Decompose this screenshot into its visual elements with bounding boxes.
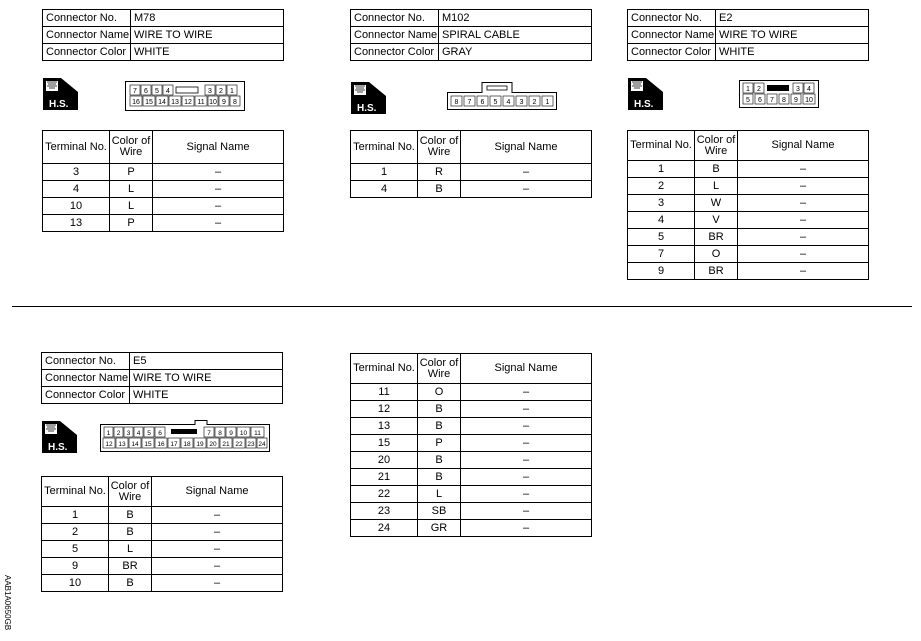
wire-color: L bbox=[110, 181, 153, 198]
pin: 4 bbox=[166, 88, 170, 95]
pin: 1 bbox=[545, 99, 550, 106]
wire-color: BR bbox=[695, 229, 738, 246]
header-row bbox=[628, 131, 869, 161]
wire-color: R bbox=[418, 164, 461, 181]
terminal-no: 23 bbox=[351, 503, 418, 520]
col-terminal: Terminal No. bbox=[351, 354, 418, 384]
pin: 24 bbox=[258, 441, 266, 448]
pin: 2 bbox=[116, 430, 121, 437]
connector-name: WIRE TO WIRE bbox=[131, 27, 284, 44]
connector-face-e5 bbox=[100, 420, 270, 452]
pin: 12 bbox=[184, 99, 192, 106]
pin: 4 bbox=[807, 86, 811, 93]
col-terminal: Terminal No. bbox=[42, 477, 109, 507]
terminal-no: 7 bbox=[628, 246, 695, 263]
terminal-no: 15 bbox=[351, 435, 418, 452]
hs-label: H.S. bbox=[48, 442, 68, 453]
table-row bbox=[351, 469, 592, 486]
pin: 7 bbox=[467, 99, 472, 106]
wire-color: P bbox=[418, 435, 461, 452]
signal-name: – bbox=[461, 469, 592, 486]
info-row-no bbox=[628, 10, 869, 27]
table-row bbox=[628, 229, 869, 246]
info-row-name bbox=[628, 27, 869, 44]
connector-info-e5 bbox=[41, 352, 283, 404]
pin: 1 bbox=[746, 86, 750, 93]
pin: 13 bbox=[171, 99, 179, 106]
terminal-no: 4 bbox=[43, 181, 110, 198]
connector-no: E5 bbox=[130, 353, 283, 370]
info-label: Connector No. bbox=[42, 353, 130, 370]
col-terminal: Terminal No. bbox=[628, 131, 695, 161]
pin: 8 bbox=[782, 97, 786, 104]
pin: 5 bbox=[746, 97, 750, 104]
pin: 9 bbox=[229, 430, 233, 437]
signal-name: – bbox=[152, 575, 283, 592]
signal-name: – bbox=[152, 558, 283, 575]
info-label: Connector Name bbox=[43, 27, 131, 44]
pin: 5 bbox=[147, 430, 151, 437]
table-row bbox=[351, 401, 592, 418]
terminal-no: 20 bbox=[351, 452, 418, 469]
signal-name: – bbox=[153, 181, 284, 198]
connector-info-e2 bbox=[627, 9, 869, 61]
connector-name: WIRE TO WIRE bbox=[130, 370, 283, 387]
terminal-table-e5-continued bbox=[350, 353, 592, 537]
pin: 13 bbox=[118, 441, 126, 448]
figure-code: AAB1A0650GB bbox=[3, 575, 12, 631]
wire-color: B bbox=[418, 181, 461, 198]
connector-name: SPIRAL CABLE bbox=[439, 27, 592, 44]
pin: 3 bbox=[796, 86, 800, 93]
wire-color: W bbox=[695, 195, 738, 212]
wire-color: B bbox=[109, 524, 152, 541]
terminal-table-m102 bbox=[350, 130, 592, 198]
terminal-no: 3 bbox=[628, 195, 695, 212]
terminal-no: 13 bbox=[43, 215, 110, 232]
pin: 10 bbox=[239, 430, 248, 437]
hs-connector-icon bbox=[351, 82, 386, 114]
pin: 6 bbox=[158, 430, 162, 437]
signal-name: – bbox=[738, 178, 869, 195]
info-row-no bbox=[42, 353, 283, 370]
col-color-line2: Wire bbox=[427, 367, 451, 380]
pin: 2 bbox=[532, 99, 537, 106]
col-signal: Signal Name bbox=[461, 131, 592, 164]
signal-name: – bbox=[461, 164, 592, 181]
info-row-color bbox=[43, 44, 284, 61]
signal-name: – bbox=[461, 401, 592, 418]
pin: 12 bbox=[105, 441, 113, 448]
col-color-line1: Color of bbox=[111, 135, 151, 147]
info-label: Connector No. bbox=[628, 10, 716, 27]
terminal-no: 4 bbox=[628, 212, 695, 229]
wire-color: O bbox=[418, 384, 461, 401]
pin: 9 bbox=[222, 99, 226, 106]
pin: 7 bbox=[770, 97, 774, 104]
terminal-no: 13 bbox=[351, 418, 418, 435]
col-color-line1: Color of bbox=[419, 356, 459, 369]
pin: 3 bbox=[126, 430, 131, 437]
signal-name: – bbox=[461, 452, 592, 469]
wire-color: B bbox=[418, 452, 461, 469]
terminal-no: 3 bbox=[43, 164, 110, 181]
pin: 14 bbox=[131, 441, 139, 448]
signal-name: – bbox=[461, 384, 592, 401]
table-row bbox=[42, 524, 283, 541]
signal-name: – bbox=[738, 229, 869, 246]
info-label: Connector Name bbox=[42, 370, 130, 387]
header-row bbox=[43, 131, 284, 164]
pin: 3 bbox=[519, 99, 524, 106]
pin: 1 bbox=[230, 88, 234, 95]
pin: 6 bbox=[480, 99, 485, 106]
terminal-no: 2 bbox=[42, 524, 109, 541]
terminal-no: 9 bbox=[628, 263, 695, 280]
signal-name: – bbox=[152, 507, 283, 524]
wire-color: O bbox=[695, 246, 738, 263]
signal-name: – bbox=[461, 418, 592, 435]
terminal-table-m78 bbox=[42, 130, 284, 232]
pin: 1 bbox=[106, 430, 111, 437]
signal-name: – bbox=[152, 541, 283, 558]
table-row bbox=[628, 178, 869, 195]
col-terminal: Terminal No. bbox=[351, 131, 418, 164]
wire-color: SB bbox=[418, 503, 461, 520]
wire-color: B bbox=[418, 401, 461, 418]
table-row bbox=[628, 212, 869, 229]
table-row bbox=[628, 263, 869, 280]
header-row bbox=[351, 131, 592, 164]
pin: 17 bbox=[170, 441, 178, 448]
pin: 15 bbox=[144, 441, 152, 448]
signal-name: – bbox=[738, 195, 869, 212]
terminal-table-e5 bbox=[41, 476, 283, 592]
pin: 19 bbox=[196, 441, 204, 448]
info-row-no bbox=[43, 10, 284, 27]
header-row bbox=[351, 354, 592, 384]
signal-name: – bbox=[461, 435, 592, 452]
pin: 3 bbox=[208, 88, 212, 95]
terminal-no: 24 bbox=[351, 520, 418, 537]
table-row bbox=[43, 181, 284, 198]
col-color bbox=[109, 477, 152, 507]
pin: 8 bbox=[454, 99, 459, 106]
pin: 22 bbox=[235, 441, 243, 448]
pin: 8 bbox=[218, 430, 222, 437]
col-color bbox=[418, 354, 461, 384]
pin: 4 bbox=[136, 430, 141, 437]
connector-face-m102 bbox=[447, 82, 557, 110]
signal-name: – bbox=[152, 524, 283, 541]
connector-info-m102 bbox=[350, 9, 592, 61]
signal-name: – bbox=[461, 181, 592, 198]
terminal-no: 22 bbox=[351, 486, 418, 503]
col-signal: Signal Name bbox=[461, 354, 592, 384]
info-row-name bbox=[43, 27, 284, 44]
pin: 11 bbox=[254, 430, 261, 437]
table-row bbox=[43, 215, 284, 232]
pin: 2 bbox=[219, 88, 223, 95]
signal-name: – bbox=[153, 215, 284, 232]
table-row bbox=[42, 507, 283, 524]
connector-no: M102 bbox=[439, 10, 592, 27]
table-row bbox=[351, 164, 592, 181]
pin: 23 bbox=[247, 441, 255, 448]
signal-name: – bbox=[153, 198, 284, 215]
pin: 14 bbox=[158, 99, 166, 106]
signal-name: – bbox=[738, 246, 869, 263]
col-color-line2: Wire bbox=[119, 146, 143, 158]
wire-color: BR bbox=[695, 263, 738, 280]
wire-color: L bbox=[109, 541, 152, 558]
pin: 8 bbox=[233, 99, 237, 106]
col-color bbox=[110, 131, 153, 164]
table-row bbox=[351, 520, 592, 537]
pin: 20 bbox=[209, 441, 217, 448]
terminal-no: 5 bbox=[628, 229, 695, 246]
pin: 2 bbox=[757, 86, 761, 93]
col-color-line1: Color of bbox=[110, 479, 150, 492]
wire-color: L bbox=[110, 198, 153, 215]
signal-name: – bbox=[738, 212, 869, 229]
col-color-line2: Wire bbox=[427, 146, 451, 158]
wire-color: B bbox=[418, 418, 461, 435]
wire-color: L bbox=[695, 178, 738, 195]
table-row bbox=[351, 452, 592, 469]
terminal-no: 12 bbox=[351, 401, 418, 418]
terminal-table-e2 bbox=[627, 130, 869, 280]
pin: 5 bbox=[155, 88, 159, 95]
terminal-no: 1 bbox=[351, 164, 418, 181]
pin: 5 bbox=[493, 99, 498, 106]
pin: 7 bbox=[207, 430, 211, 437]
col-signal: Signal Name bbox=[738, 131, 869, 161]
info-row-name bbox=[351, 27, 592, 44]
info-label: Connector No. bbox=[351, 10, 439, 27]
wire-color: B bbox=[109, 507, 152, 524]
wire-color: GR bbox=[418, 520, 461, 537]
col-color-line1: Color of bbox=[696, 133, 736, 146]
connector-info-m78 bbox=[42, 9, 284, 61]
section-divider bbox=[12, 306, 912, 307]
pin: 9 bbox=[794, 97, 798, 104]
table-row bbox=[42, 575, 283, 592]
col-color-line2: Wire bbox=[118, 490, 142, 503]
table-row bbox=[351, 418, 592, 435]
hs-connector-icon bbox=[628, 78, 663, 110]
signal-name: – bbox=[738, 161, 869, 178]
info-label: Connector No. bbox=[43, 10, 131, 27]
hs-label: H.S. bbox=[634, 99, 654, 110]
pin: 11 bbox=[197, 99, 205, 106]
info-label: Connector Color bbox=[43, 44, 131, 61]
hs-label: H.S. bbox=[357, 103, 377, 114]
table-row bbox=[351, 384, 592, 401]
info-label: Connector Color bbox=[42, 387, 130, 404]
terminal-no: 10 bbox=[43, 198, 110, 215]
pin: 16 bbox=[132, 99, 140, 106]
table-row bbox=[628, 195, 869, 212]
info-row-no bbox=[351, 10, 592, 27]
info-label: Connector Color bbox=[628, 44, 716, 61]
terminal-no: 11 bbox=[351, 384, 418, 401]
connector-color: GRAY bbox=[439, 44, 592, 61]
terminal-no: 9 bbox=[42, 558, 109, 575]
info-row-color bbox=[628, 44, 869, 61]
table-row bbox=[43, 198, 284, 215]
wire-color: L bbox=[418, 486, 461, 503]
pin: 16 bbox=[157, 441, 165, 448]
connector-no: M78 bbox=[131, 10, 284, 27]
connector-color: WHITE bbox=[131, 44, 284, 61]
connector-no: E2 bbox=[716, 10, 869, 27]
table-row bbox=[42, 541, 283, 558]
wire-color: P bbox=[110, 215, 153, 232]
terminal-no: 5 bbox=[42, 541, 109, 558]
info-row-color bbox=[42, 387, 283, 404]
signal-name: – bbox=[461, 520, 592, 537]
wire-color: BR bbox=[109, 558, 152, 575]
terminal-no: 1 bbox=[628, 161, 695, 178]
wire-color: B bbox=[418, 469, 461, 486]
hs-connector-icon bbox=[43, 78, 78, 110]
wire-color: B bbox=[695, 161, 738, 178]
info-row-color bbox=[351, 44, 592, 61]
col-signal: Signal Name bbox=[152, 477, 283, 507]
col-color-line1: Color of bbox=[419, 135, 459, 147]
connector-face-m78 bbox=[125, 81, 245, 111]
signal-name: – bbox=[461, 503, 592, 520]
col-signal: Signal Name bbox=[153, 131, 284, 164]
connector-name: WIRE TO WIRE bbox=[716, 27, 869, 44]
wire-color: B bbox=[109, 575, 152, 592]
pin: 10 bbox=[209, 99, 217, 106]
table-row bbox=[351, 435, 592, 452]
table-row bbox=[628, 161, 869, 178]
terminal-no: 4 bbox=[351, 181, 418, 198]
pin: 21 bbox=[222, 441, 230, 448]
table-row bbox=[351, 486, 592, 503]
pin: 15 bbox=[145, 99, 153, 106]
table-row bbox=[351, 503, 592, 520]
connector-color: WHITE bbox=[716, 44, 869, 61]
pin: 4 bbox=[506, 99, 511, 106]
table-row bbox=[628, 246, 869, 263]
col-terminal: Terminal No. bbox=[43, 131, 110, 164]
terminal-no: 10 bbox=[42, 575, 109, 592]
info-label: Connector Name bbox=[351, 27, 439, 44]
pin: 10 bbox=[805, 97, 813, 104]
header-row bbox=[42, 477, 283, 507]
pin: 6 bbox=[144, 88, 148, 95]
signal-name: – bbox=[461, 486, 592, 503]
table-row bbox=[42, 558, 283, 575]
connector-color: WHITE bbox=[130, 387, 283, 404]
col-color bbox=[418, 131, 461, 164]
pin: 6 bbox=[758, 97, 762, 104]
pin: 18 bbox=[183, 441, 191, 448]
terminal-no: 21 bbox=[351, 469, 418, 486]
info-label: Connector Name bbox=[628, 27, 716, 44]
pin: 7 bbox=[133, 88, 137, 95]
wire-color: P bbox=[110, 164, 153, 181]
info-label: Connector Color bbox=[351, 44, 439, 61]
col-color bbox=[695, 131, 738, 161]
connector-face-e2 bbox=[739, 80, 819, 108]
signal-name: – bbox=[153, 164, 284, 181]
signal-name: – bbox=[738, 263, 869, 280]
terminal-no: 1 bbox=[42, 507, 109, 524]
hs-connector-icon bbox=[42, 421, 77, 453]
table-row bbox=[351, 181, 592, 198]
table-row bbox=[43, 164, 284, 181]
info-row-name bbox=[42, 370, 283, 387]
col-color-line2: Wire bbox=[704, 144, 728, 157]
wire-color: V bbox=[695, 212, 738, 229]
hs-label: H.S. bbox=[49, 99, 69, 110]
terminal-no: 2 bbox=[628, 178, 695, 195]
